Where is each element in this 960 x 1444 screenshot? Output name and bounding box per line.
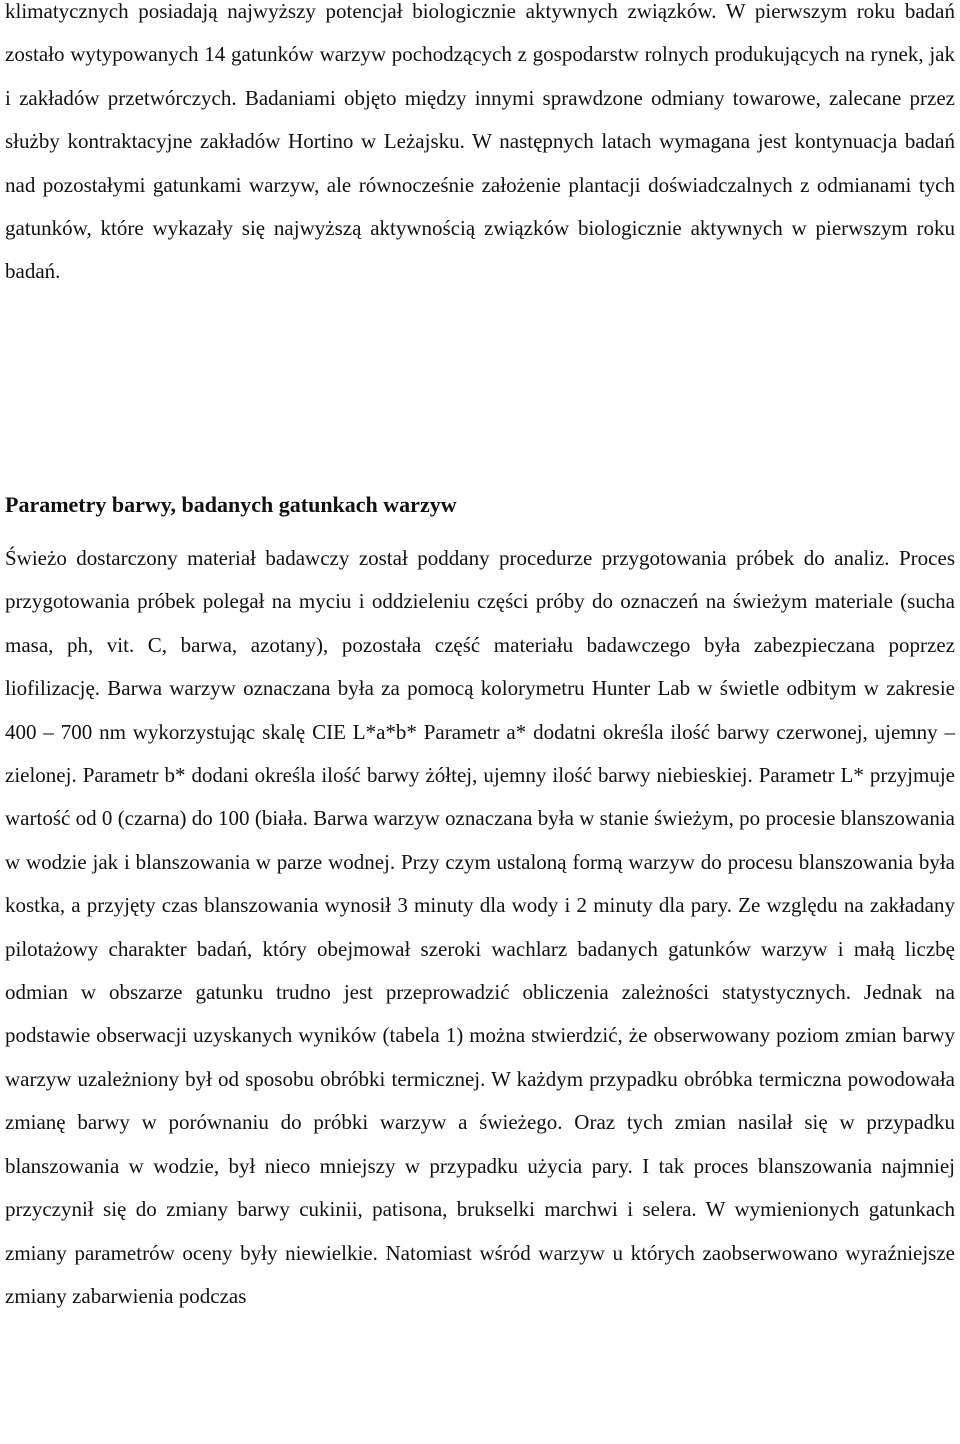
body-paragraph-intro: klimatycznych posiadają najwyższy potencjał biologicznie aktywnych związków. W pierwszym roku badań zostało wytypowanych 14 gatunków warzyw pochodzących z gospodarstw rolnych produkujących na rynek, jak i zakładów przetwórczych. Badaniami objęto między innymi sprawdzone odmiany towarowe, zalecane przez służby kontraktacyjne zakładów Hortino w Leżajsku. W następnych latach wymagana jest kontynuacja badań nad pozostałymi gatunkami warzyw, ale równocześnie założenie plantacji doświadczalnych z odmianami tych gatunków, które wykazały się najwyższą aktywnością związków biologicznie aktywnych w pierwszym roku badań. [5, 0, 955, 284]
body-paragraph-color-parameters: Świeżo dostarczony materiał badawczy został poddany procedurze przygotowania próbek do analiz. Proces przygotowania próbek polegał na myciu i oddzieleniu części próby do oznaczeń na świeżym materiale (sucha masa, ph, vit. C, barwa, azotany), pozostała część materiału badawczego była zabezpieczana poprzez liofilizację. Barwa warzyw oznaczana była za pomocą kolorymetru Hunter Lab w świetle odbitym w zakresie 400 – 700 nm wykorzystując skalę CIE L*a*b* Parametr a* dodatni określa ilość barwy czerwonej, ujemny – zielonej. Parametr b* dodani określa ilość barwy żółtej, ujemny ilość barwy niebieskiej. Parametr L* przyjmuje wartość od 0 (czarna) do 100 (biała. Barwa warzyw oznaczana była w stanie świeżym, po procesie blanszowania w wodzie jak i blanszowania w parze wodnej. Przy czym ustaloną formą warzyw do procesu blanszowania była kostka, a przyjęty czas blanszowania wynosił 3 minuty dla wody i 2 minuty dla pary. Ze względu na zakładany pilotażowy charakter badań, który obejmował szeroki wachlarz badanych gatunków warzyw i małą liczbę odmian w obszarze gatunku trudno jest przeprowadzić obliczenia zależności statystycznych. Jednak na podstawie obserwacji uzyskanych wyników (tabela 1) można stwierdzić, że obserwowany poziom zmian barwy warzyw uzależniony był od sposobu obróbki termicznej. W każdym przypadku obróbka termiczna powodowała zmianę barwy w porównaniu do próbki warzyw a świeżego. Oraz tych zmian nasilał się w przypadku blanszowania w wodzie, był nieco mniejszy w przypadku użycia pary. I tak proces blanszowania najmniej przyczynił się do zmiany barwy cukinii, patisona, brukselki marchwi i selera. W wymienionych gatunkach zmiany parametrów oceny były niewielkie. Natomiast wśród warzyw u których zaobserwowano wyraźniejsze zmiany zabarwienia podczas [5, 546, 955, 1308]
section-heading: Parametry barwy, badanych gatunkach warzyw [5, 492, 457, 517]
